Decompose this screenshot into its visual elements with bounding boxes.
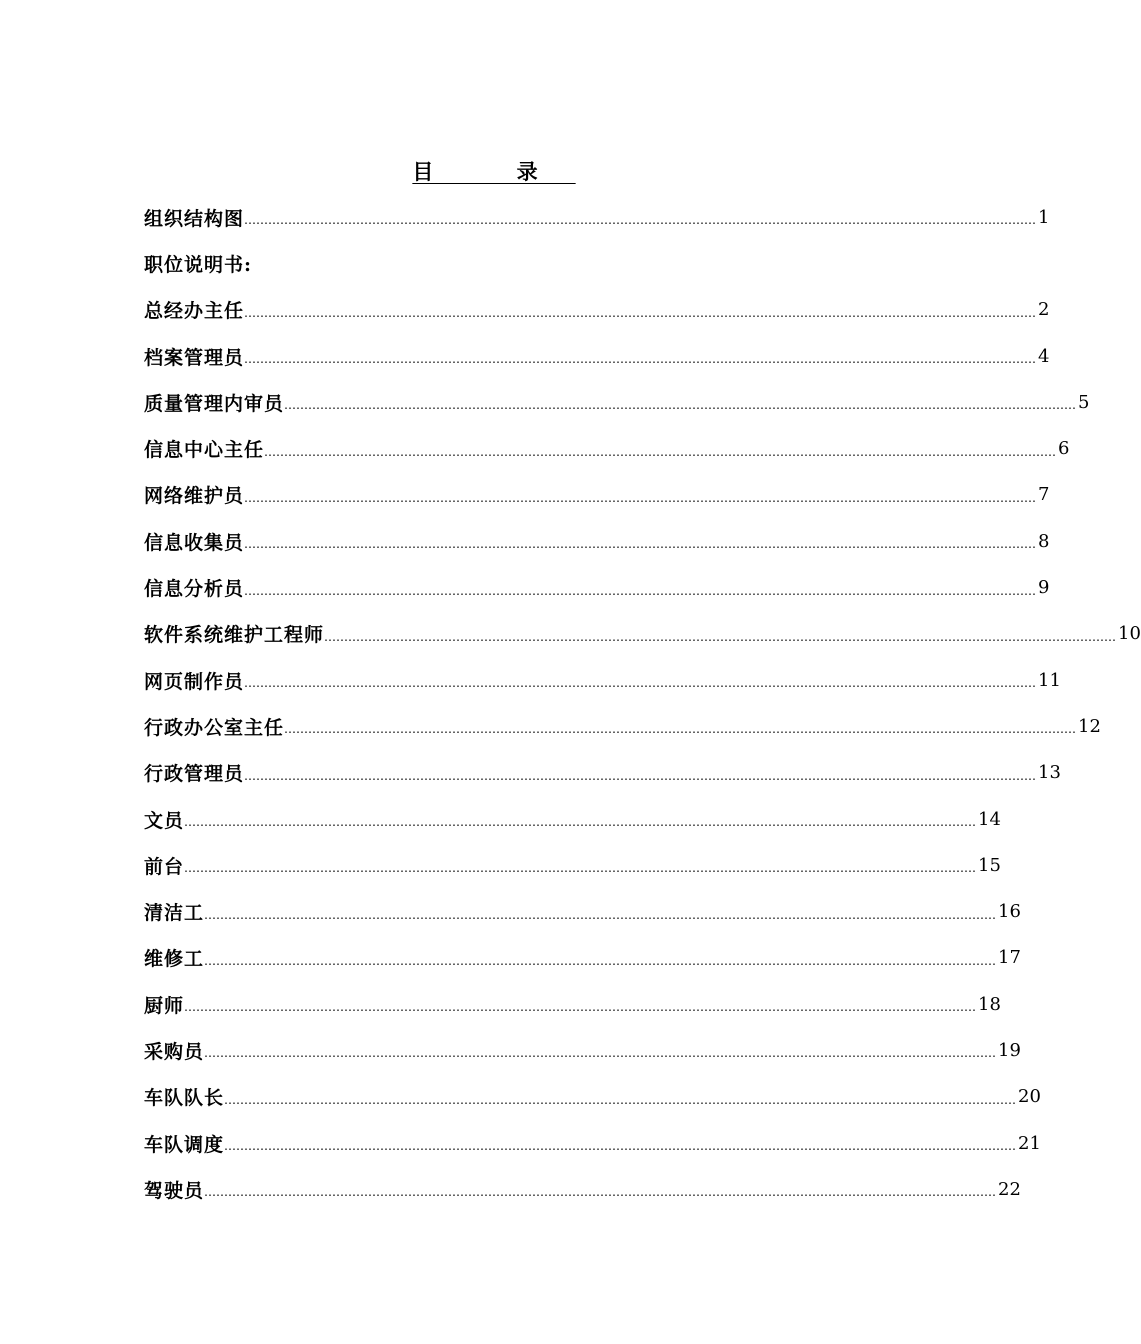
- toc-entry[interactable]: [144, 287, 1050, 333]
- toc-leader-dots: ………………………………………………………………………………………………………………………………………………………………………………: [204, 953, 997, 968]
- toc-entry-label: 采购员: [144, 1040, 205, 1063]
- toc-entry[interactable]: [144, 240, 803, 286]
- toc-entry-page-number: 13: [1038, 762, 1061, 784]
- toc-entry-page-number: 9: [1038, 577, 1050, 599]
- toc-entry-label: 车队调度: [144, 1133, 225, 1156]
- toc-entry[interactable]: [144, 194, 1050, 240]
- toc-leader-dots: ………………………………………………………………………………………………………………………………………………………………………………: [244, 768, 1037, 783]
- toc-entry[interactable]: [144, 888, 1021, 934]
- toc-entry[interactable]: [144, 750, 1061, 796]
- toc-leader-dots: ………………………………………………………………………………………………………………………………………………………………………………: [244, 583, 1037, 598]
- toc-entry[interactable]: [144, 1120, 1041, 1166]
- toc-entry-label: 软件系统维护工程师: [144, 624, 325, 647]
- toc-entry[interactable]: [144, 703, 1101, 749]
- toc-entry-label: 信息分析员: [144, 578, 245, 601]
- toc-entry-page-number: 20: [1018, 1086, 1041, 1108]
- toc-entry[interactable]: [144, 657, 1061, 703]
- toc-leader-dots: ………………………………………………………………………………………………………………………………………………………………………………: [244, 676, 1037, 691]
- toc-entry-page-number: 7: [1038, 484, 1050, 506]
- toc-entry-label: 行政管理员: [144, 763, 245, 786]
- toc-entry[interactable]: [144, 935, 1021, 981]
- toc-entry-label: 行政办公室主任: [144, 716, 285, 739]
- toc-entry-label: 网络维护员: [144, 485, 245, 508]
- toc-entry-page-number: 22: [998, 1178, 1021, 1200]
- toc-entry-label: 维修工: [144, 948, 205, 971]
- toc-entry[interactable]: [144, 518, 1050, 564]
- toc-entry[interactable]: [144, 1027, 1021, 1073]
- toc-entry-page-number: 11: [1038, 669, 1061, 691]
- toc-entry-label: 网页制作员: [144, 670, 245, 693]
- toc-leader-dots: ………………………………………………………………………………………………………………………………………………………………………………: [224, 1139, 1017, 1154]
- toc-leader-dots: ………………………………………………………………………………………………………………………………………………………………………………: [224, 1092, 1017, 1107]
- toc-entry[interactable]: [144, 981, 1001, 1027]
- toc-entry-page-number: 2: [1038, 299, 1050, 321]
- toc-entry-label: 文员: [144, 809, 185, 832]
- table-of-contents: [144, 194, 1141, 1213]
- toc-entry-page-number: 17: [998, 947, 1021, 969]
- toc-entry[interactable]: [144, 472, 1050, 518]
- toc-leader-dots: ………………………………………………………………………………………………………………………………………………………………………………: [204, 907, 997, 922]
- toc-entry-page-number: 12: [1078, 715, 1101, 737]
- toc-leader-dots: ………………………………………………………………………………………………………………………………………………………………………………: [244, 537, 1037, 552]
- toc-leader-dots: ………………………………………………………………………………………………………………………………………………………………………………: [244, 213, 1037, 228]
- toc-entry-page-number: 5: [1078, 391, 1090, 413]
- toc-entry[interactable]: [144, 611, 1141, 657]
- toc-leader-dots: ………………………………………………………………………………………………………………………………………………………………………………: [184, 861, 977, 876]
- toc-entry-label: 组织结构图: [144, 207, 245, 230]
- toc-leader-dots: ………………………………………………………………………………………………………………………………………………………………………………: [284, 398, 1077, 413]
- toc-entry[interactable]: [144, 425, 1070, 471]
- toc-entry[interactable]: [144, 333, 1050, 379]
- toc-leader-dots: ………………………………………………………………………………………………………………………………………………………………………………: [244, 490, 1037, 505]
- toc-entry-page-number: 10: [1118, 623, 1141, 645]
- toc-entry-label: 信息中心主任: [144, 439, 265, 462]
- toc-leader-dots: ………………………………………………………………………………………………………………………………………………………………………………: [204, 1185, 997, 1200]
- toc-entry-page-number: 6: [1058, 438, 1070, 460]
- toc-entry-page-number: 18: [978, 993, 1001, 1015]
- toc-entry-label: 驾驶员: [144, 1179, 205, 1202]
- toc-entry-page-number: 4: [1038, 345, 1050, 367]
- toc-entry-page-number: 1: [1038, 206, 1050, 228]
- toc-entry-label: 总经办主任: [144, 300, 245, 323]
- toc-leader-dots: ………………………………………………………………………………………………………………………………………………………………………………: [204, 1046, 997, 1061]
- toc-entry[interactable]: [144, 1074, 1041, 1120]
- page-title-text: 目 录: [412, 159, 576, 184]
- toc-entry-page-number: 8: [1038, 530, 1050, 552]
- toc-leader-dots: ………………………………………………………………………………………………………………………………………………………………………………: [184, 1000, 977, 1015]
- toc-entry[interactable]: [144, 842, 1001, 888]
- toc-entry-label: 档案管理员: [144, 346, 245, 369]
- toc-leader-dots: ………………………………………………………………………………………………………………………………………………………………………………: [244, 305, 1037, 320]
- toc-leader-dots: ………………………………………………………………………………………………………………………………………………………………………………: [244, 352, 1037, 367]
- toc-leader-dots: ………………………………………………………………………………………………………………………………………………………………………………: [284, 722, 1077, 737]
- toc-entry-page-number: 16: [998, 901, 1021, 923]
- toc-entry-label: 信息收集员: [144, 531, 245, 554]
- toc-entry-label: 厨师: [144, 994, 185, 1017]
- toc-entry-label: 清洁工: [144, 902, 205, 925]
- toc-leader-dots: ………………………………………………………………………………………………………………………………………………………………………………: [264, 444, 1057, 459]
- toc-entry-label: 质量管理内审员: [144, 392, 285, 415]
- page-title: [0, 156, 950, 186]
- toc-entry-label: 车队队长: [144, 1087, 225, 1110]
- toc-entry-label: 职位说明书:: [144, 253, 253, 276]
- toc-entry-page-number: 14: [978, 808, 1001, 830]
- toc-entry-page-number: 21: [1018, 1132, 1041, 1154]
- toc-entry-label: 前台: [144, 855, 185, 878]
- toc-leader-dots: ………………………………………………………………………………………………………………………………………………………………………………: [184, 815, 977, 829]
- toc-entry[interactable]: [144, 379, 1090, 425]
- toc-leader-dots: ………………………………………………………………………………………………………………………………………………………………………………: [324, 629, 1117, 644]
- toc-entry-page-number: 19: [998, 1039, 1021, 1061]
- toc-entry[interactable]: [144, 1166, 1021, 1212]
- toc-entry[interactable]: [144, 564, 1050, 610]
- toc-entry-page-number: 15: [978, 854, 1001, 876]
- toc-entry[interactable]: [144, 796, 1001, 842]
